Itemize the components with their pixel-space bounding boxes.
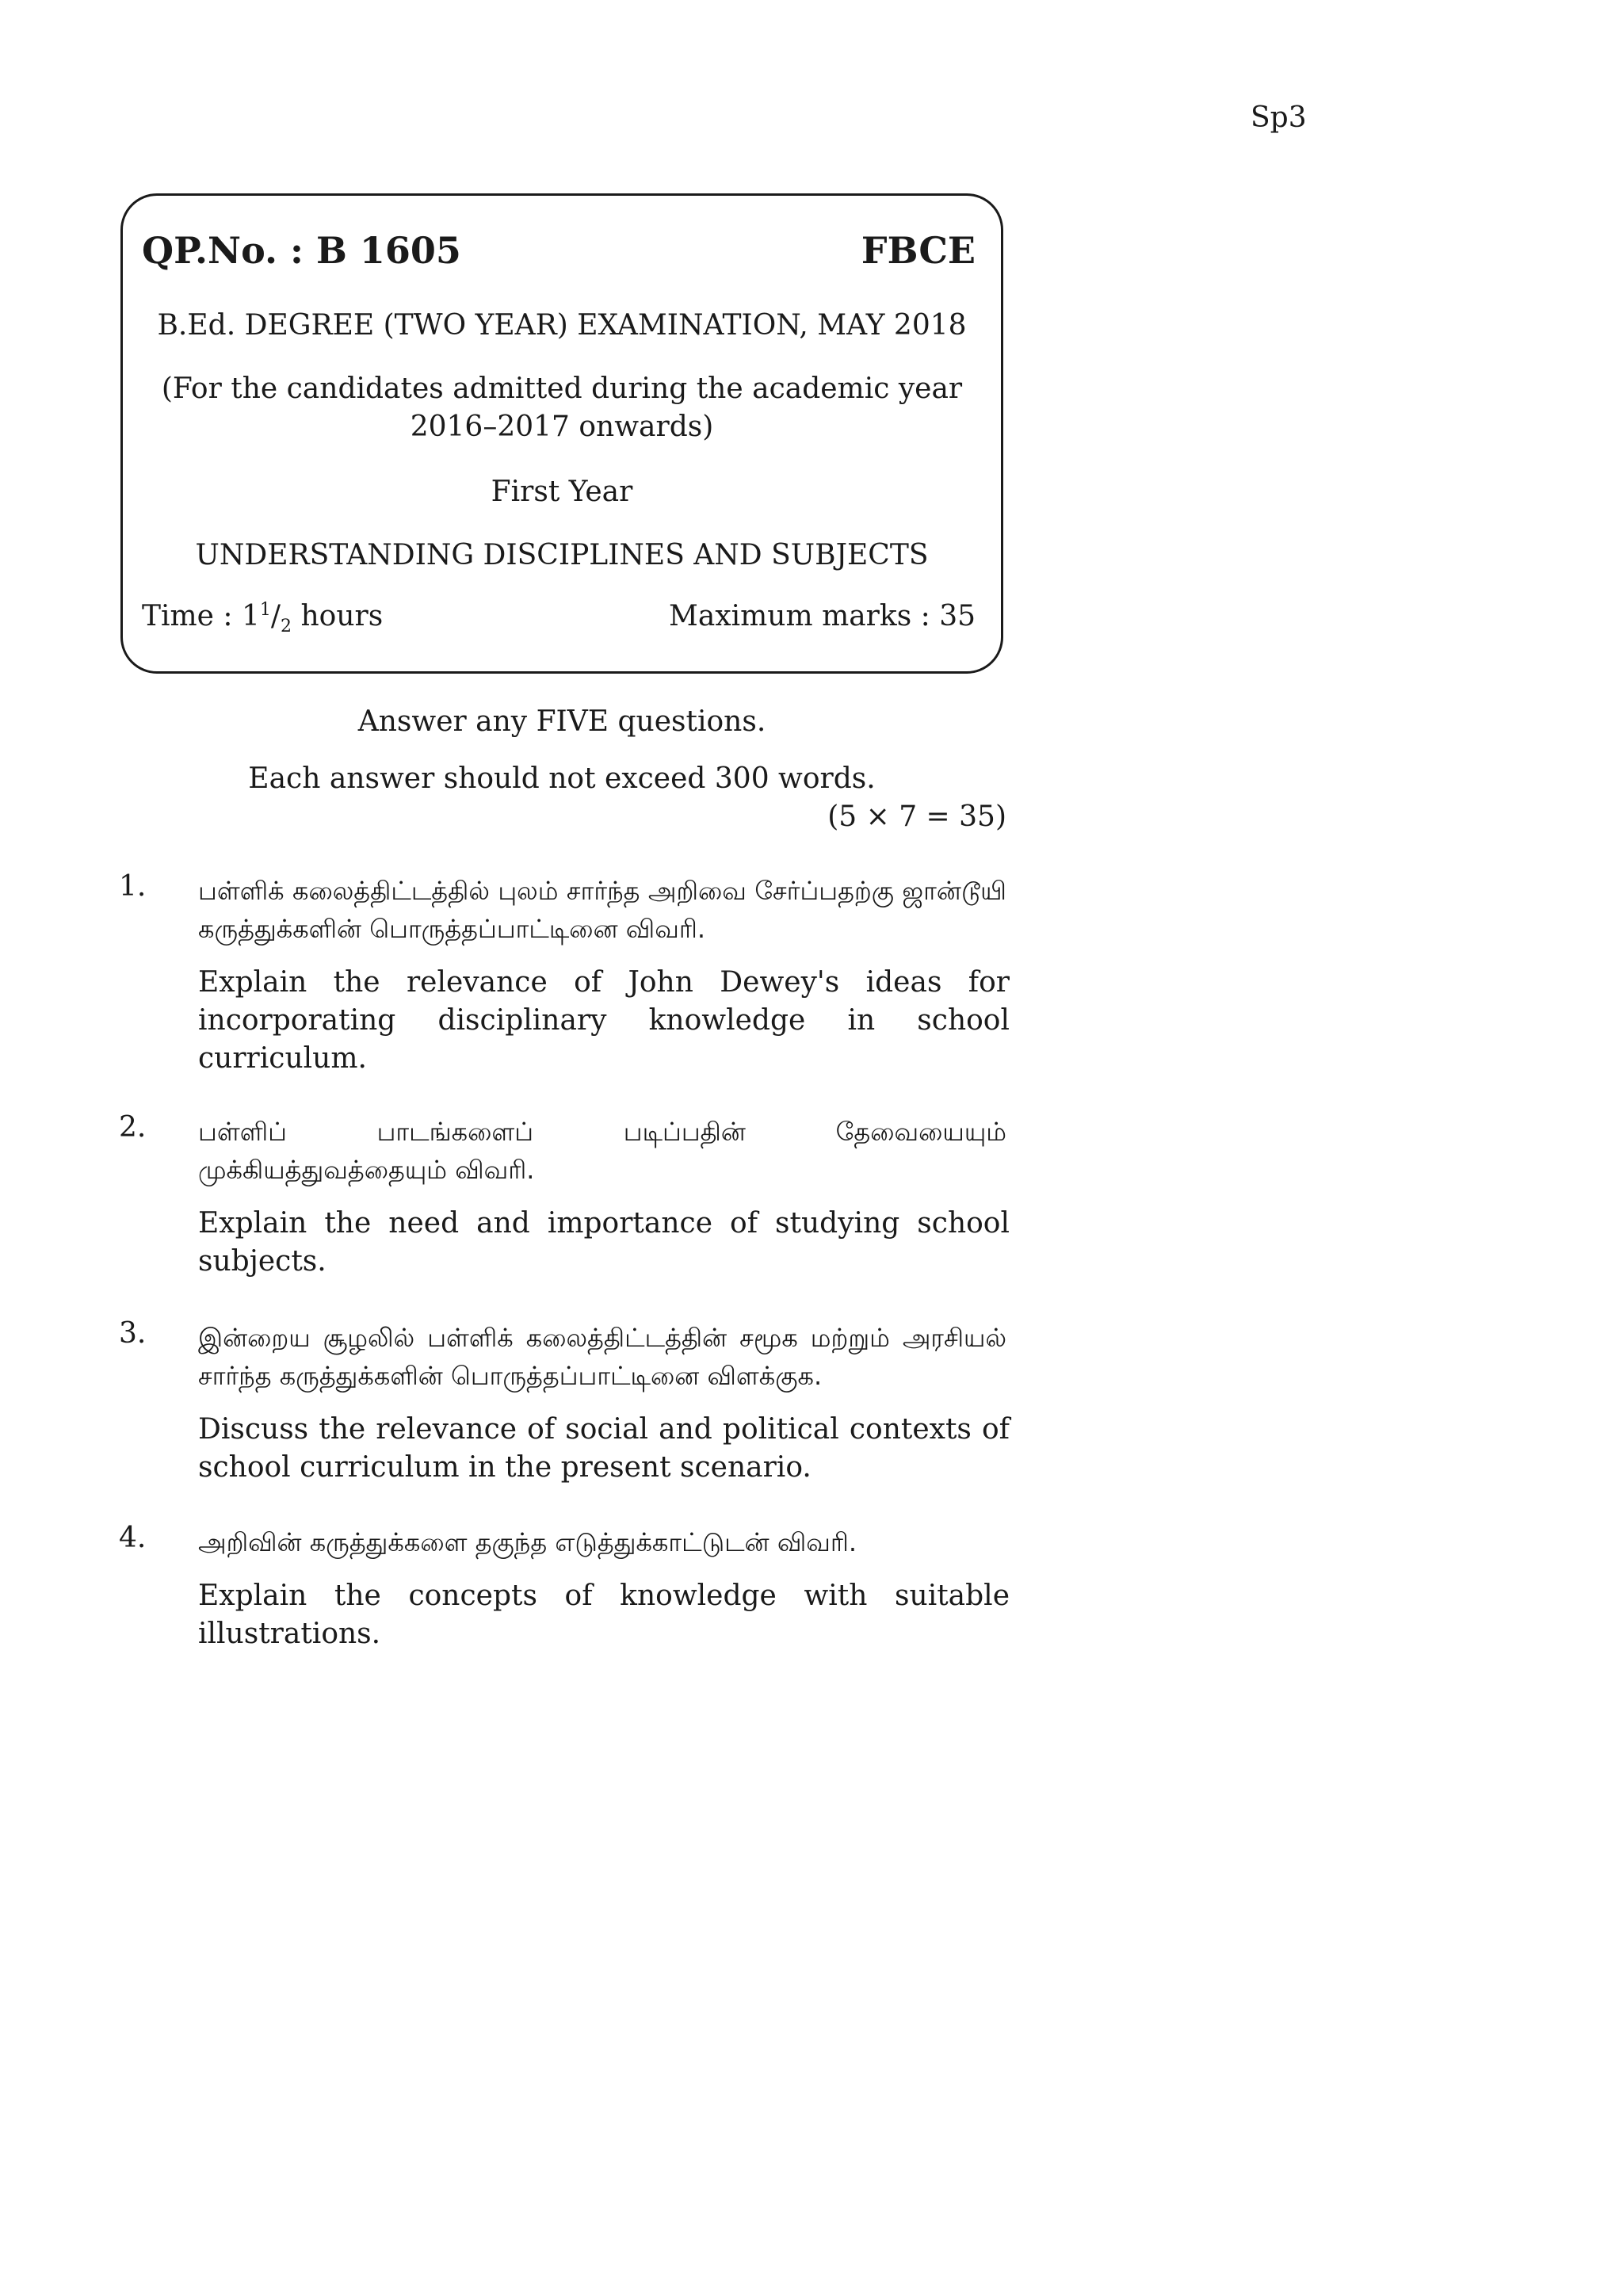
qp-row bbox=[142, 229, 976, 272]
exam-year: First Year bbox=[491, 476, 633, 508]
qp-number: QP.No. : B 1605 bbox=[142, 229, 461, 272]
candidates-note bbox=[131, 370, 993, 446]
question-number: 2. bbox=[119, 1111, 147, 1144]
time-marks-row bbox=[142, 600, 976, 636]
candidates-note-line1: (For the candidates admitted during the academic year bbox=[161, 372, 963, 405]
maximum-marks: Maximum marks : 35 bbox=[669, 600, 976, 632]
subject-title: UNDERSTANDING DISCIPLINES AND SUBJECTS bbox=[195, 539, 929, 571]
exam-title: B.Ed. DEGREE (TWO YEAR) EXAMINATION, MAY 2018 bbox=[157, 309, 967, 342]
question-english: Explain the relevance of John Dewey's ideas for incorporating disciplinary knowledge in school curriculum. bbox=[198, 966, 1010, 1075]
question-number: 1. bbox=[119, 870, 147, 903]
question-number: 4. bbox=[119, 1522, 147, 1554]
page-label: Sp3 bbox=[1251, 101, 1307, 134]
question-english: Discuss the relevance of social and political contexts of school curriculum in the present scenario. bbox=[198, 1413, 1010, 1484]
course-code: FBCE bbox=[861, 229, 976, 272]
instruction-answer-five: Answer any FIVE questions. bbox=[357, 705, 766, 738]
question-english: Explain the concepts of knowledge with suitable illustrations. bbox=[198, 1580, 1010, 1650]
marks-scheme: (5 × 7 = 35) bbox=[827, 800, 1006, 833]
question-english: Explain the need and importance of studying school subjects. bbox=[198, 1207, 1010, 1278]
question-tamil: பள்ளிப் பாடங்களைப் படிப்பதின் தேவையையும் முக்கியத்துவத்தையும் விவரி. bbox=[198, 1117, 1006, 1185]
candidates-note-line2: 2016–2017 onwards) bbox=[410, 411, 714, 443]
question-tamil: பள்ளிக் கலைத்திட்டத்தில் புலம் சார்ந்த அறிவை சேர்ப்பதற்கு ஜான்டூயி கருத்துக்களின் பொருத்தப்பாட்டினை விவரி. bbox=[198, 876, 1006, 944]
question-number: 3. bbox=[119, 1317, 147, 1350]
question-tamil: இன்றைய சூழலில் பள்ளிக் கலைத்திட்டத்தின் சமூக மற்றும் அரசியல் சார்ந்த கருத்துக்களின் பொருத்தப்பாட்டினை விளக்குக. bbox=[198, 1323, 1006, 1391]
exam-header-box bbox=[120, 193, 1003, 674]
question-tamil: அறிவின் கருத்துக்களை தகுந்த எடுத்துக்காட்டுடன் விவரி. bbox=[198, 1527, 857, 1557]
time-allowed: Time : $1^1/_2$ hours bbox=[142, 600, 384, 637]
instruction-word-limit: Each answer should not exceed 300 words. bbox=[248, 762, 876, 795]
